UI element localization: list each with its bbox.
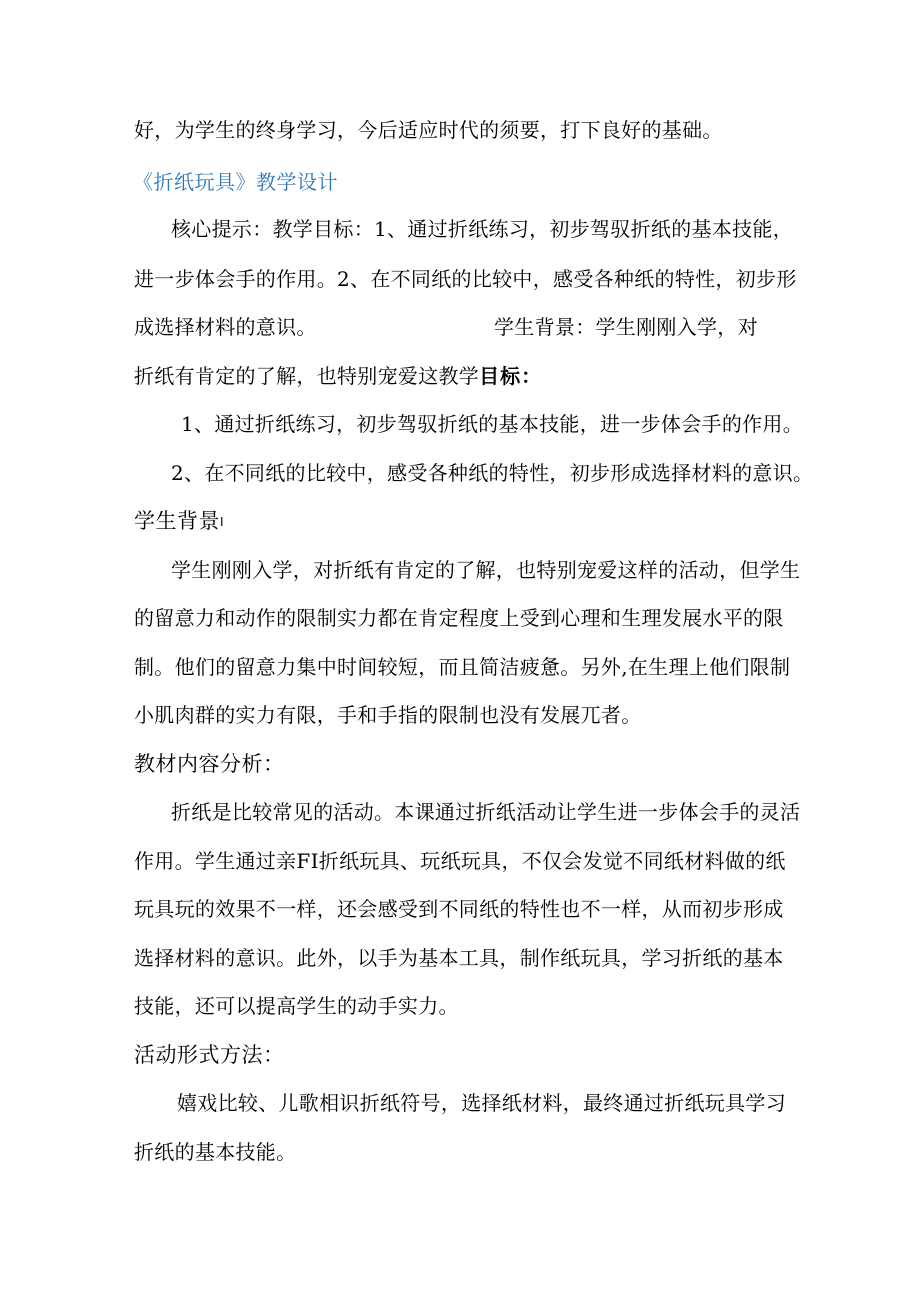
student-background-heading-text: 学生背景 (134, 509, 220, 533)
material-analysis-heading: 教材内容分析： (134, 752, 285, 776)
material-analysis-line-1: 折纸是比较常见的活动。本课通过折纸活动让学生进一步体会手的灵活 (171, 800, 801, 824)
goal-item-2: 2、在不同纸的比较中，感受各种纸的特性，初步形成选择材料的意识。 (171, 461, 814, 485)
student-background-heading (134, 507, 224, 536)
summary-line-4-text: 折纸有肯定的了解，也特别宠爱这教学 (134, 364, 480, 388)
summary-line-3a: 成选择材料的意识。 (134, 315, 317, 339)
student-background-line-2: 的留意力和动作的限制实力都在肯定程度上受到心理和生理发展水平的限 (134, 606, 784, 630)
summary-line-3b: 学生背景：学生刚刚入学，对 (494, 315, 758, 339)
student-background-line-4: 小肌肉群的实力有限，手和手指的限制也没有发展兀者。 (134, 703, 642, 727)
material-analysis-line-2: 作用。学生通过亲FI折纸玩具、玩纸玩具，不仅会发觉不同纸材料做的纸 (134, 849, 786, 873)
activity-methods-line-2: 折纸的基本技能。 (134, 1140, 297, 1164)
student-background-line-3: 制。他们的留意力集中时间较短，而且简洁疲惫。另外,在生理上他们限制 (134, 655, 791, 679)
summary-line-4-goal-label: 目标： (479, 364, 543, 388)
activity-methods-line-1: 嬉戏比较、儿歌相识折纸符号，选择纸材料，最终通过折纸玩具学习 (177, 1091, 786, 1115)
material-analysis-line-4: 选择材料的意识。此外，以手为基本工具，制作纸玩具，学习折纸的基本 (134, 946, 784, 970)
student-background-heading-mark: I (220, 515, 225, 529)
summary-line-2: 进一步体会手的作用。2、在不同纸的比较中，感受各种纸的特性，初步形 (134, 267, 797, 291)
summary-line-4 (134, 362, 542, 390)
material-analysis-line-5: 技能，还可以提高学生的动手实力。 (134, 994, 459, 1018)
page-title: 《折纸玩具》教学设计 (133, 170, 338, 194)
activity-methods-heading: 活动形式方法： (134, 1043, 285, 1067)
student-background-line-1: 学生刚刚入学，对折纸有肯定的了解，也特别宠爱这样的活动，但学生 (171, 558, 801, 582)
summary-line-1: 核心提示：教学目标：1、通过折纸练习，初步驾驭折纸的基本技能， (171, 217, 794, 241)
intro-tail-text: 好，为学生的终身学习，今后适应时代的须要，打下良好的基础。 (134, 118, 723, 142)
goal-item-1: 1、通过折纸练习，初步驾驭折纸的基本技能，进一步体会手的作用。 (181, 412, 804, 436)
material-analysis-line-3: 玩具玩的效果不一样，还会感受到不同纸的特性也不一样，从而初步形成 (134, 897, 784, 921)
